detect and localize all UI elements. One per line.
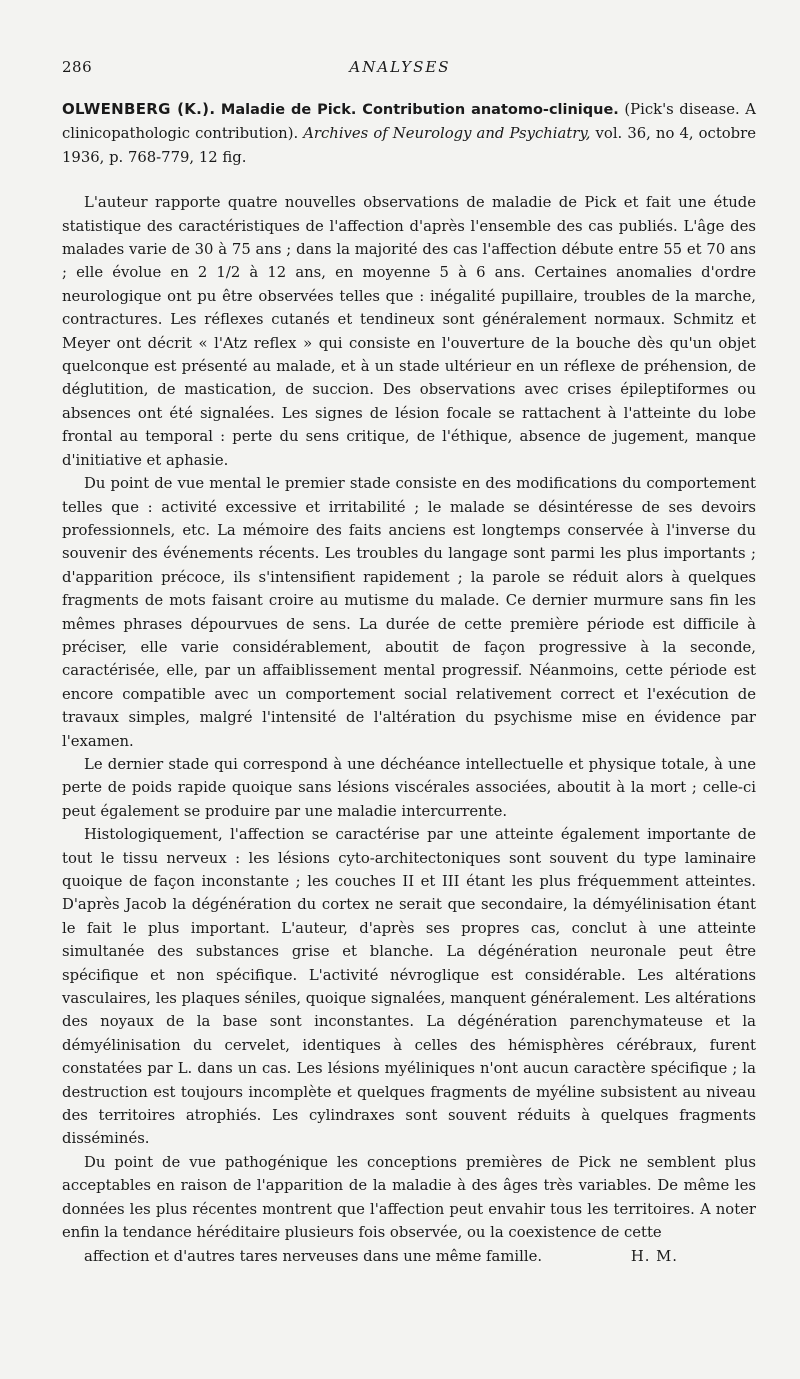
- article-content: [62, 98, 756, 1268]
- paragraph-5-text: Du point de vue pathogénique les conceptions premières de Pick ne semblent plus acceptables en raison de l'apparition de la maladie à des âges très variables. De même les données les plus récentes montrent que l'affection peut envahir tous les territoires. A noter enfin la tendance héréditaire plusieurs fois observée, ou la coexistence de cette: [62, 1153, 756, 1242]
- reviewer-signature: H. M.: [630, 1247, 678, 1265]
- reference-english-title: (Pick's disease. A clinicopathologic contribution).: [62, 101, 756, 143]
- paragraph-5: [62, 1151, 756, 1268]
- paragraph-2: Du point de vue mental le premier stade consiste en des modifications du comportement telles que : activité excessive et irritabilité ; le malade se désintéresse de ses devoirs professionnels, etc. La mémoire des faits anciens est longtemps conservée à l'inverse du souvenir des événements récents. Les troubles du langage sont parmi les plus importants ; d'apparition précoce, ils s'intensifient rapidement ; la parole se réduit alors à quelques fragments de mots faisant croire au mutisme du malade. Ce dernier murmure sans fin les mêmes phrases dépourvues de sens. La durée de cette première période est difficile à préciser, elle varie considérablement, aboutit de façon progressive à la seconde, caractérisée, elle, par un affaiblissement mental progressif. Néanmoins, cette période est encore compatible avec un comportement social relativement correct et l'exécution de travaux simples, malgré l'intensité de l'altération du psychisme mise en évidence par l'examen.: [62, 475, 756, 750]
- running-title: ANALYSES: [349, 58, 451, 76]
- bibliographic-reference: [62, 98, 756, 169]
- paragraph-3: Le dernier stade qui correspond à une déchéance intellectuelle et physique totale, à une perte de poids rapide quoique sans lésions viscérales associées, aboutit à la mort ; celle-ci peut également se produire par une maladie intercurrente.: [62, 755, 756, 820]
- reference-details: vol. 36, no 4, octobre 1936, p. 768-779, 12 fig.: [62, 125, 756, 166]
- paragraph-5-last-line: affection et d'autres tares nerveuses dans une même famille.: [84, 1247, 543, 1265]
- closing-line: [62, 1245, 756, 1268]
- paragraph-1: L'auteur rapporte quatre nouvelles observations de maladie de Pick et fait une étude statistique des caractéristiques de l'affection d'après l'ensemble des cas publiés. L'âge des malades varie de 30 à 75 ans ; dans la majorité des cas l'affection débute entre 55 et 70 ans ; elle évolue en 2 1/2 à 12 ans, en moyenne 5 à 6 ans. Certaines anomalies d'ordre neurologique ont pu être observées telles que : inégalité pupillaire, troubles de la marche, contractures. Les réflexes cutanés et tendineux sont généralement normaux. Schmitz et Meyer ont décrit « l'Atz reflex » qui consiste en l'ouverture de la bouche dès qu'un objet quelconque est présenté au malade, et à un stade ultérieur en un réflexe de préhension, de déglutition, de mastication, de succion. Des observations avec crises épileptiformes ou absences ont été signalées. Les signes de lésion focale se rattachent à l'atteinte du lobe frontal au temporal : perte du sens critique, de l'éthique, absence de jugement, manque d'initiative et aphasie.: [62, 194, 756, 469]
- page-header: [62, 58, 738, 80]
- paragraph-4: Histologiquement, l'affection se caractérise par une atteinte également importante de tout le tissu nerveux : les lésions cyto-architectoniques sont souvent du type laminaire quoique de façon inconstante ; les couches II et III étant les plus fréquemment atteintes. D'après Jacob la dégénération du cortex ne serait que secondaire, la démyélinisation étant le fait le plus important. L'auteur, d'après ses propres cas, conclut à une atteinte simultanée des substances grise et blanche. La dégénération neuronale peut être spécifique et non spécifique. L'activité névroglique est considérable. Les altérations vasculaires, les plaques séniles, quoique signalées, manquent généralement. Les altérations des noyaux de la base sont inconstantes. La dégénération parenchymateuse et la démyélinisation du cervelet, identiques à celles des hémisphères cérébraux, furent constatées par L. dans un cas. Les lésions myéliniques n'ont aucun caractère spécifique ; la destruction est toujours incomplète et quelques fragments de myéline subsistent au niveau des territoires atrophiés. Les cylindraxes sont souvent réduits à quelques fragments disséminés.: [62, 826, 756, 1148]
- page-number: 286: [62, 58, 93, 76]
- reference-title: Maladie de Pick. Contribution anatomo-clinique.: [220, 102, 619, 118]
- reference-author: OLWENBERG (K.).: [62, 100, 216, 118]
- reference-journal: Archives of Neurology and Psychiatry,: [303, 125, 591, 143]
